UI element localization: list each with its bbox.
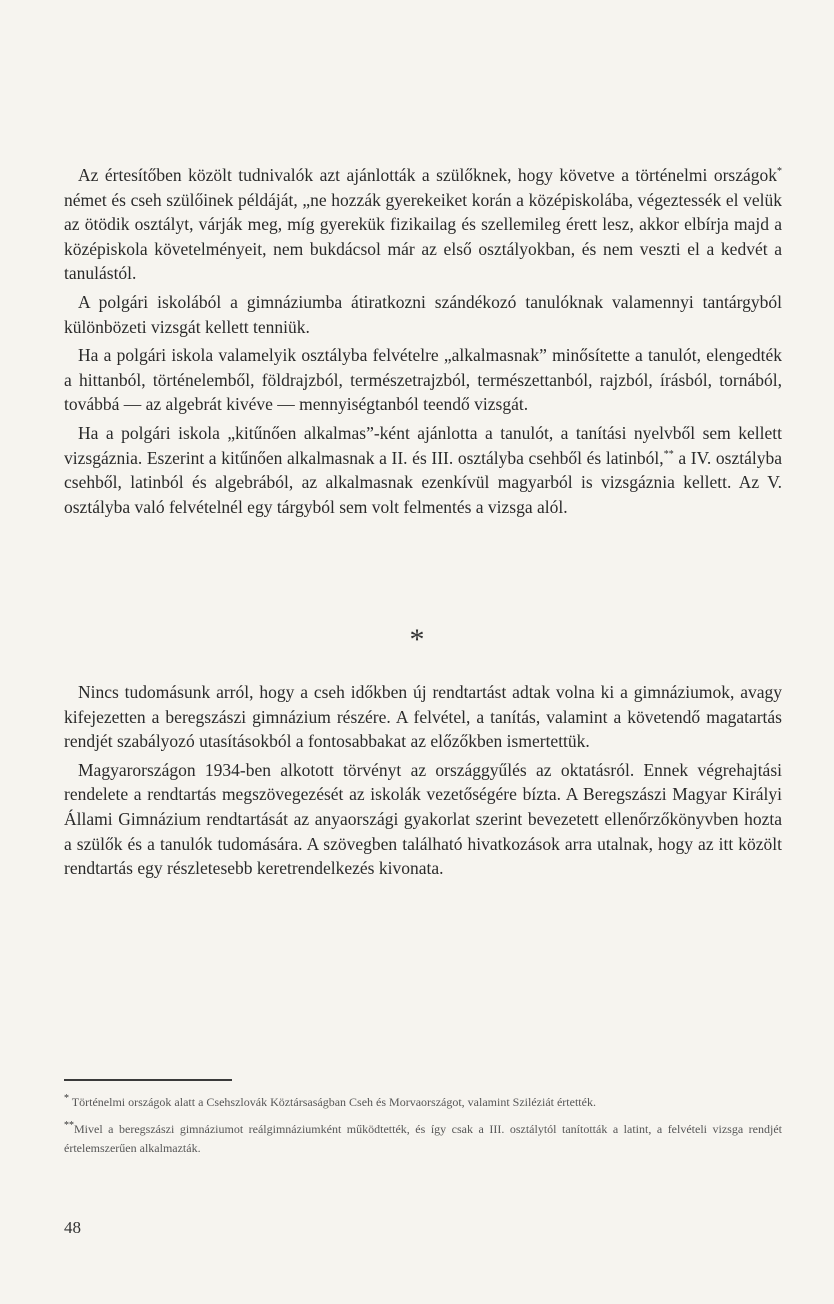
footnote [64,1093,782,1112]
footnote-text: Mivel a beregszászi gimnáziumot reálgimnáziumként működtették, és így csak a III. osztálytól tanították a latint, a felvételi vizsga rendjét értelemszerűen alkalmazták. [64,1122,782,1155]
body-section-1 [64,163,782,519]
paragraph-text: a IV. osztályba csehből, latinból és algebrából, az alkalmasnak ezenkívül magyarból is vizsgáznia kellett. Az V. osztályba való felvételnél egy tárgyból sem volt felmentés a vizsga alól. [64,447,782,517]
footnote-divider [64,1079,232,1081]
footnote-mark: * [64,1093,69,1104]
paragraph-text: Ha a polgári iskola „kitűnően alkalmas”-ként ajánlotta a tanulót, a tanítási nyelvből sem kellett vizsgáznia. Eszerint a kitűnően alkalmasnak a II. és III. osztályba csehből és latinból, [64,422,782,468]
paragraph: Magyarországon 1934-ben alkotott törvényt az országgyűlés az oktatásról. Ennek végrehajtási rendelete a rendtartás megszövegezését az iskolák vezetőségére bízta. A Beregszászi Magyar Királyi Állami Gimnázium rendtartását az anyaországi gyakorlat szerint bevezetett ellenőrzőkönyvben hozta a szülők és a tanulók tudomására. A szövegben található hivatkozások arra utalnak, hogy az itt közölt rendtartás egy részletesebb keretrendelkezés kivonata. [64,759,782,879]
paragraph: Ha a polgári iskola valamelyik osztályba felvételre „alkalmasnak” minősítette a tanulót, elengedték a hittanból, történelemből, földrajzból, természetrajzból, természettanból, rajzból, írásból, tornából, továbbá — az algebrát kivéve — mennyiségtanból teendő vizsgát. [64,345,782,415]
footnote-mark: ** [64,1120,74,1131]
paragraph [64,421,782,519]
footnotes [64,1093,782,1158]
paragraph: A polgári iskolából a gimnáziumba átiratkozni szándékozó tanulóknak valamennyi tantárgyból különbözeti vizsgát kellett tenniük. [64,291,782,337]
footnote-reference: * [777,166,782,178]
paragraph-text: német és cseh szülőinek példáját, „ne hozzák gyerekeiket korán a középiskolába, végeztessék el velük az ötödik osztályt, várják meg, míg gyerekük fizikailag és szellemileg érett lesz, akkor elbírja majd a középiskola követelményeit, nem bukdácsol már az első osztályokban, és nem veszti el a kedvét a tanulástól. [64,189,782,284]
body-section-2 [64,680,782,881]
section-separator: * [409,623,425,656]
footnote [64,1120,782,1158]
paragraph: Nincs tudomásunk arról, hogy a cseh időkben új rendtartást adtak volna ki a gimnáziumok, avagy kifejezetten a beregszászi gimnázium részére. A felvétel, a tanítás, valamint a követendő magatartás rendjét szabályozó utasításokból a fontosabbakat az előzőkben ismertettük. [64,682,782,752]
footnote-reference: ** [663,448,674,460]
page-number: 48 [64,1218,81,1237]
paragraph-text: Az értesítőben közölt tudnivalók azt ajánlották a szülőknek, hogy követve a történelmi országok [78,165,777,185]
paragraph [64,163,782,286]
footnote-text: Történelmi országok alatt a Csehszlovák Köztársaságban Cseh és Morvaországot, valamint Sziléziát értették. [71,1095,596,1109]
